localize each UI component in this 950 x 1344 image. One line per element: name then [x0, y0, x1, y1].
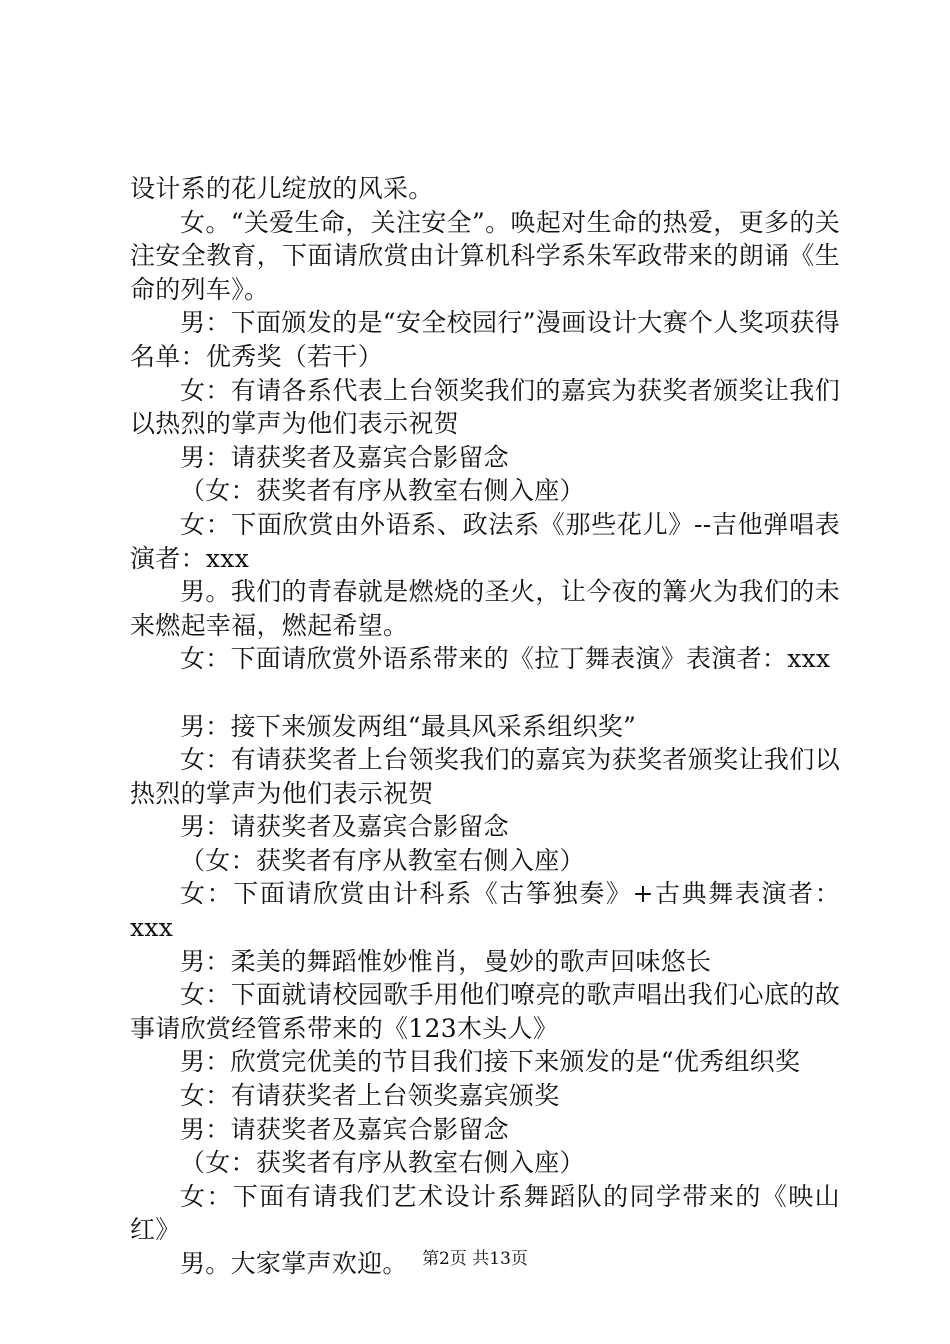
- paragraph: 女：下面有请我们艺术设计系舞蹈队的同学带来的《映山红》: [130, 1181, 840, 1245]
- page-footer: [0, 1244, 950, 1269]
- paragraph: 设计系的花儿绽放的风采。: [130, 174, 434, 203]
- paragraph: 男：请获奖者及嘉宾合影留念: [180, 812, 509, 842]
- paragraph: 女：有请各系代表上台领奖我们的嘉宾为获奖者颁奖让我们以热烈的掌声为他们表示祝贺: [130, 375, 840, 439]
- paragraph: 女：有请获奖者上台领奖嘉宾颁奖: [180, 1081, 560, 1111]
- page-number: 第2页 共13页: [422, 1249, 528, 1269]
- paragraph: 男：接下来颁发两组“最具风采系组织奖”: [180, 711, 637, 741]
- paragraph: （女：获奖者有序从教室右侧入座）: [180, 476, 585, 506]
- paragraph: 男：请获奖者及嘉宾合影留念: [180, 1114, 509, 1144]
- paragraph: 男。我们的青春就是燃烧的圣火，让今夜的篝火为我们的未来燃起幸福，燃起希望。: [130, 577, 840, 640]
- paragraph: （女：获奖者有序从教室右侧入座）: [180, 845, 585, 875]
- paragraph: 男：柔美的舞蹈惟妙惟肖，曼妙的歌声回味悠长: [180, 946, 712, 976]
- paragraph: 女：下面欣赏由外语系、政法系《那些花儿》--吉他弹唱表演者：xxx: [130, 509, 840, 573]
- paragraph: 女。“关爱生命，关注安全”。唤起对生命的热爱，更多的关注安全教育，下面请欣赏由计算机科学系朱军政带来的朗诵《生命的列车》。: [130, 207, 840, 304]
- paragraph: （女：获奖者有序从教室右侧入座）: [180, 1148, 585, 1178]
- paragraph: 男：下面颁发的是“安全校园行”漫画设计大赛个人奖项获得名单：优秀奖（若干）: [130, 308, 840, 371]
- paragraph: 女：下面就请校园歌手用他们嘹亮的歌声唱出我们心底的故事请欣赏经管系带来的《123木头人》: [130, 980, 840, 1043]
- paragraph: 女：有请获奖者上台领奖我们的嘉宾为获奖者颁奖让我们以热烈的掌声为他们表示祝贺: [130, 745, 840, 808]
- paragraph: 女：下面请欣赏由计科系《古筝独奏》+古典舞表演者：xxx: [130, 879, 840, 943]
- paragraph: 男：欣赏完优美的节目我们接下来颁发的是“优秀组织奖: [180, 1047, 801, 1077]
- paragraph: 女：下面请欣赏外语系带来的《拉丁舞表演》表演者：xxx: [180, 644, 831, 674]
- paragraph: 男。大家掌声欢迎。: [180, 1249, 408, 1278]
- document-body: [130, 172, 840, 1281]
- paragraph: 男：请获奖者及嘉宾合影留念: [180, 442, 509, 472]
